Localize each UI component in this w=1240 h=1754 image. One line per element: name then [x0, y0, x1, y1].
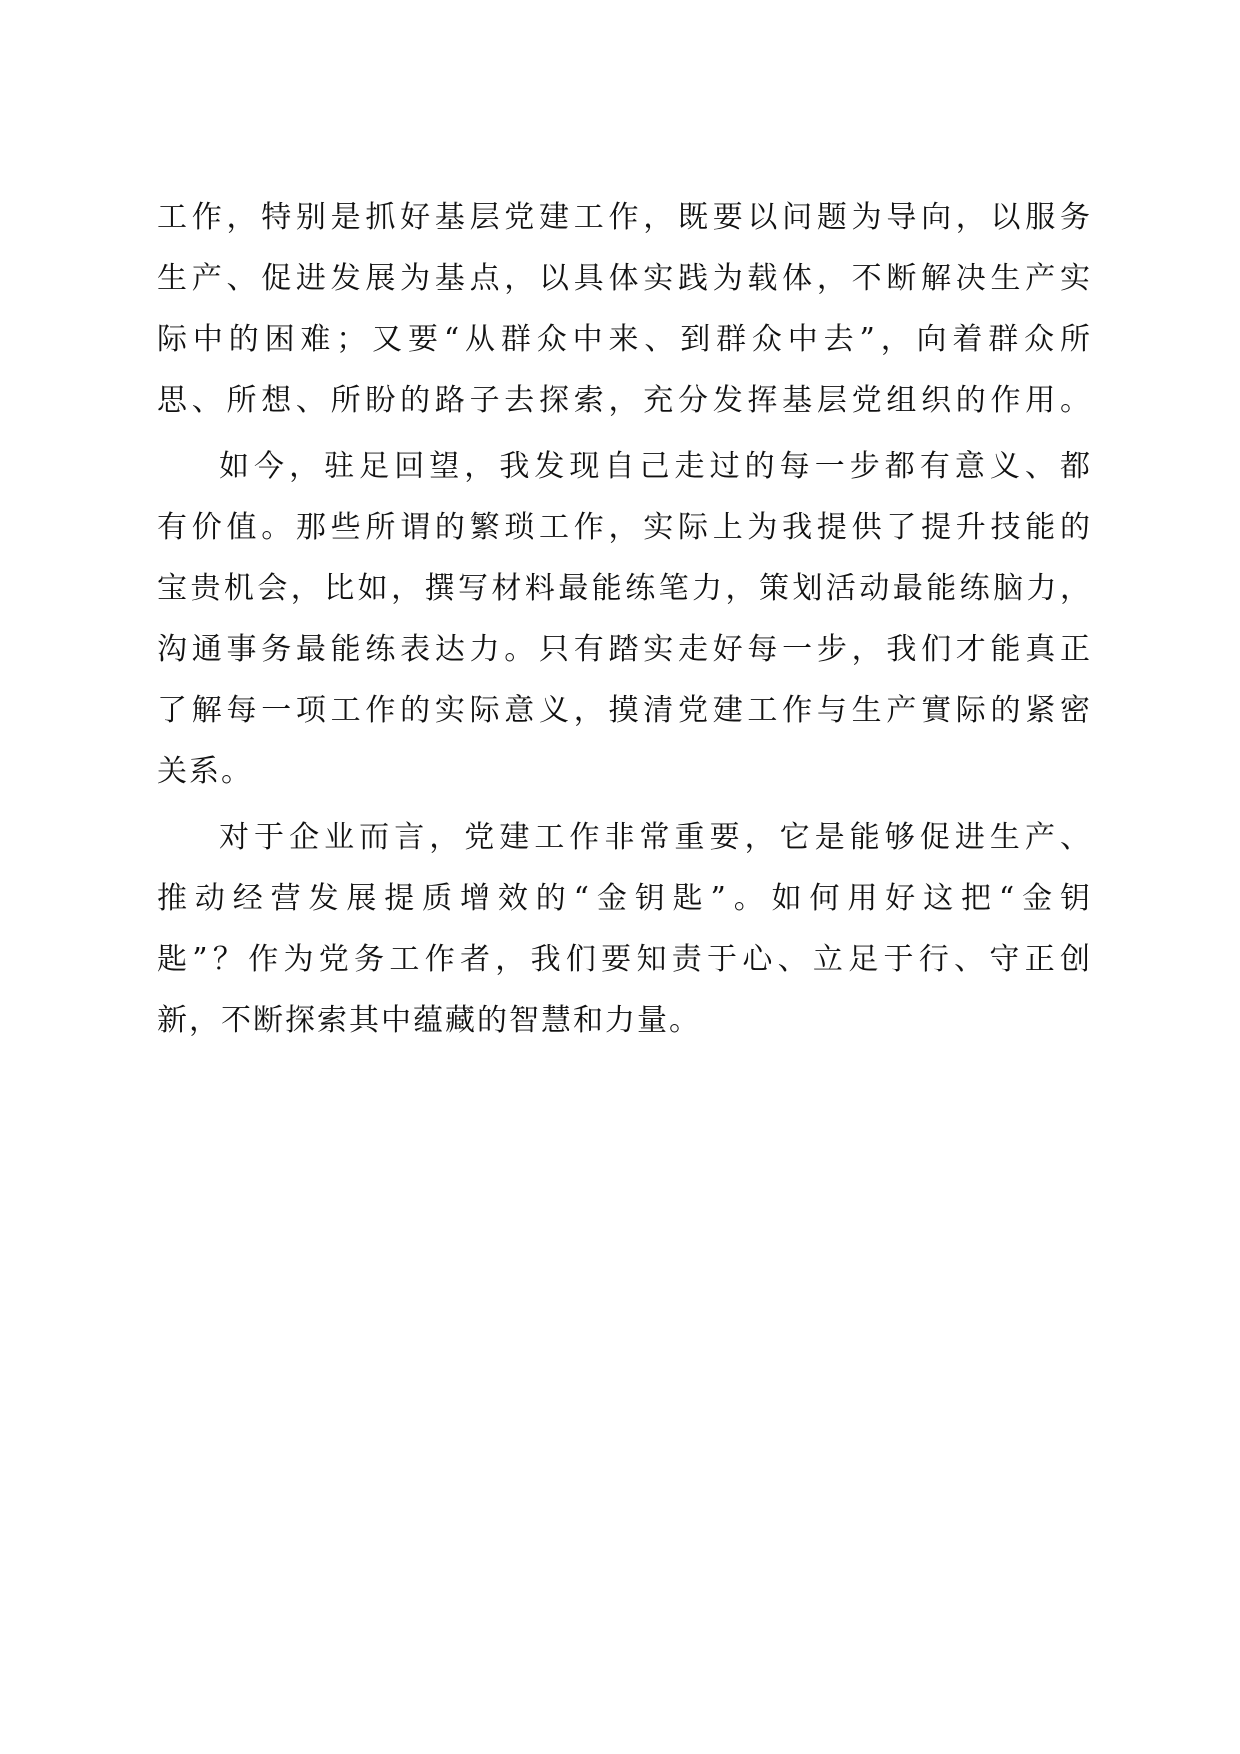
text-line: 际中的困难；又要“从群众中来、到群众中去”，向着群众所: [157, 322, 1092, 357]
text-line: 对于企业而言，党建工作非常重要，它是能够促进生产、: [219, 820, 1092, 855]
text-line: 推动经营发展提质增效的“金钥匙”。如何用好这把“金钥: [157, 881, 1092, 916]
text-line: 有价值。那些所谓的繁琐工作，实际上为我提供了提升技能的: [157, 510, 1092, 545]
text-line: 匙”？作为党务工作者，我们要知责于心、立足于行、守正创: [157, 942, 1092, 977]
text-line: 宝贵机会，比如，撰写材料最能练笔力，策划活动最能练脑力，: [157, 571, 1092, 606]
text-line: 工作，特别是抓好基层党建工作，既要以问题为导向，以服务: [157, 200, 1092, 235]
text-line: 关系。: [157, 754, 253, 789]
paragraph-3: [157, 807, 1092, 1051]
paragraph-1: [157, 187, 1092, 431]
body-text: [157, 187, 1092, 1051]
paragraph-2: [157, 436, 1092, 802]
text-line: 沟通事务最能练表达力。只有踏实走好每一步，我们才能真正: [157, 632, 1092, 667]
text-line: 了解每一项工作的实际意义，摸清党建工作与生产實际的紧密: [157, 693, 1092, 728]
text-line: 新，不断探索其中蕴藏的智慧和力量。: [157, 1003, 701, 1038]
text-line: 生产、促进发展为基点，以具体实践为载体，不断解决生产实: [157, 261, 1092, 296]
text-line: 如今，驻足回望，我发现自己走过的每一步都有意义、都: [219, 449, 1092, 484]
text-line: 思、所想、所盼的路子去探索，充分发挥基层党组织的作用。: [157, 383, 1092, 418]
